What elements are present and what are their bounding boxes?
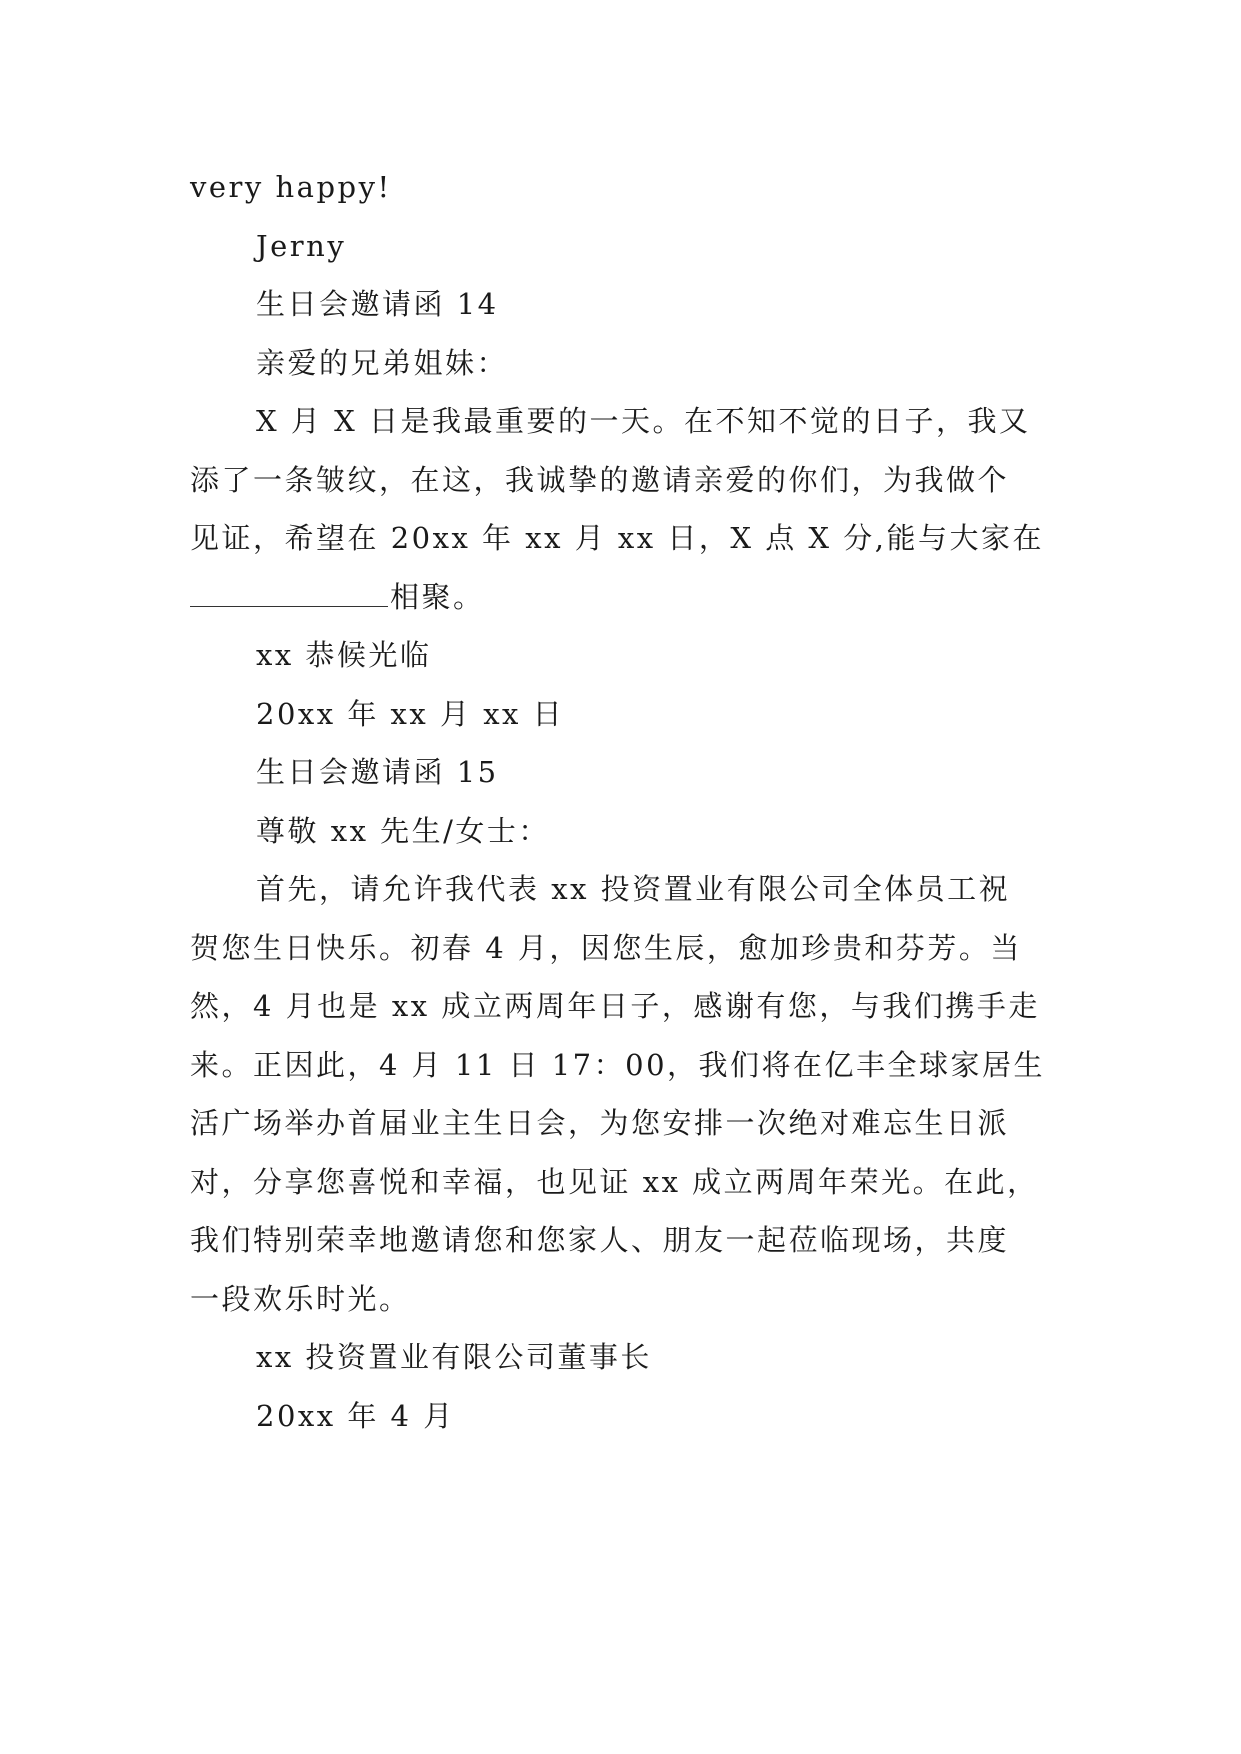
paragraph-line-text: 相聚。 xyxy=(390,579,485,614)
closing-line: xx 恭候光临 xyxy=(256,638,432,672)
section-heading-15: 生日会邀请函 15 xyxy=(256,755,499,789)
paragraph-line: 添了一条皱纹，在这，我诚挚的邀请亲爱的你们，为我做个 xyxy=(190,462,1010,497)
paragraph-line: X 月 X 日是我最重要的一天。在不知不觉的日子，我又 xyxy=(256,404,1031,438)
signature: Jerny xyxy=(256,228,347,263)
paragraph-line: 来。正因此，4 月 11 日 17：00，我们将在亿丰全球家居生 xyxy=(190,1047,1046,1082)
closing-line: very happy! xyxy=(190,170,392,204)
signature: xx 投资置业有限公司董事长 xyxy=(256,1340,652,1374)
paragraph-line: 然，4 月也是 xx 成立两周年日子，感谢有您，与我们携手走 xyxy=(190,989,1040,1023)
document-body xyxy=(190,158,1050,1445)
paragraph-line: 对，分享您喜悦和幸福，也见证 xx 成立两周年荣光。在此， xyxy=(190,1164,1039,1199)
fill-in-blank xyxy=(190,576,388,607)
paragraph-line: 我们特别荣幸地邀请您和您家人、朋友一起莅临现场，共度 xyxy=(190,1223,1010,1257)
paragraph-line: 活广场举办首届业主生日会，为您安排一次绝对难忘生日派 xyxy=(190,1106,1010,1140)
salutation: 尊敬 xx 先生/女士： xyxy=(256,813,550,848)
salutation: 亲爱的兄弟姐妹： xyxy=(256,345,509,380)
paragraph-line: 见证，希望在 20xx 年 xx 月 xx 日，X 点 X 分,能与大家在 xyxy=(190,521,1045,555)
paragraph-line: 首先，请允许我代表 xx 投资置业有限公司全体员工祝 xyxy=(256,872,1011,906)
date-line: 20xx 年 xx 月 xx 日 xyxy=(256,696,565,731)
date-line: 20xx 年 4 月 xyxy=(256,1398,455,1433)
section-heading-14: 生日会邀请函 14 xyxy=(256,287,499,321)
paragraph-line-with-blank xyxy=(190,568,1050,627)
paragraph-line: 一段欢乐时光。 xyxy=(190,1281,411,1316)
paragraph-line: 贺您生日快乐。初春 4 月，因您生辰，愈加珍贵和芬芳。当 xyxy=(190,930,1022,965)
